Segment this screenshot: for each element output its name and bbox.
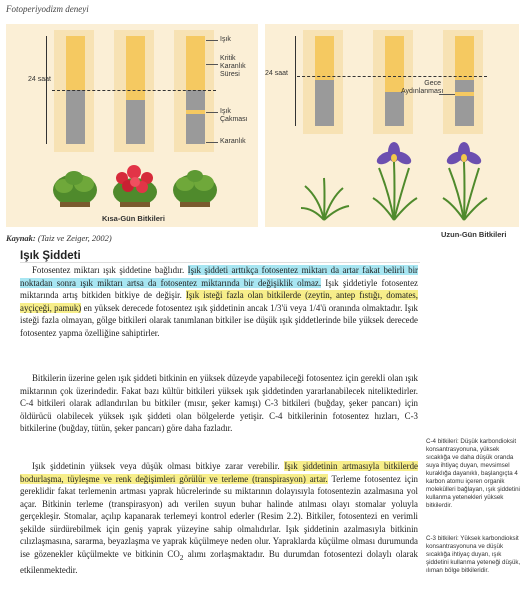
dark-segment (315, 80, 334, 126)
short-day-caption: Kısa-Gün Bitkileri (102, 214, 165, 223)
plant-illustration-3 (170, 156, 220, 208)
light-segment (186, 36, 205, 90)
critical-dark-line (52, 90, 216, 91)
long-day-caption: Uzun-Gün Bitkileri (441, 230, 507, 239)
light-segment (455, 36, 474, 80)
light-label: Işık (220, 36, 231, 43)
highlight: Işık isteği fazla olan bitkilerde (zeytin, antep fıstığı, domates, ayçiçeği, pamuk) (20, 290, 418, 313)
paragraph-3: Işık şiddetinin yüksek veya düşük olması bitkiye zarar verebilir. Işık şiddetinin artmasıyla bitkilerde bodurlaşma, tüyleşme ve renk değişimleri görülür ve terleme (transpirasyon) artar. Terleme fotosentez için gereklidir fakat terlemenin artması yaprak hücrelerinde su miktarının dolayısıyla fotosentezin azalmasına yol açar. Bitkinin terleme (transpirasyon) adı verilen suyun buhar halinde atılması olayı stomalar yoluyla gerçekleşir. Stomalar, açılıp kapanarak terlemeyi kontrol ederler (Resim 2.2). Bitkiler, fotosentezi en verimli şekilde sürdürebilmek için geniş yaprak yüzeyine sahip olmalıdırlar. Işık şiddetinin azalmasıyla bitkinin cılızlaşmasına, sararma, beyazlaşma ve yaprak küçülmeye neden olur. Yapraklarda küçülme olması durumunda ise gözenekler küçülmekte ve bitkinin $CO_2$ alımı zorlaşmaktadır. Bu durumdan fotosentezi dolaylı olarak etkilenmektedir. (20, 461, 418, 575)
label-leader (206, 112, 218, 113)
plant-illustration-2 (110, 156, 160, 208)
axis-label-24h: 24 saat (265, 70, 288, 77)
paragraph-1: Fotosentez miktarı ışık şiddetine bağlıdır. Işık şiddeti arttıkça fotosentez miktarı da artar fakat belirli bir noktadan sonra ışık miktarı artsa da fotosentez miktarında bir değişiklik olmaz. Işık şiddetiyle fotosentez miktarında artış bitkiden bitkiye de değişir. Işık isteği fazla olan bitkilerde (zeytin, antep fıstığı, domates, ayçiçeği, pamuk) en yüksek derecede fotosentez ışık şiddetinin ancak 1/3'ü veya 1/4'ü oranında olmaktadır. Işık isteği fazla olmayan, gölge bitkileri olarak tanımlanan bitkiler ise düşük ışık şiddetlerinde bile yüksek derecede fotosentez yapma özelliğine sahiptirler. (20, 265, 419, 338)
sidebar-note-c3: C-3 bitkileri: Yüksek karbondioksit konsantrasyonuna ve düşük sıcaklığa ihtiyaç duyan, ışık şiddetini kullanma yeteneği düşük, ılıman bölge bitkileridir. (426, 535, 521, 574)
light-segment (315, 36, 334, 80)
dark-segment (66, 90, 85, 144)
plant-illustration-1 (295, 138, 353, 222)
plant-illustration-3 (435, 138, 493, 222)
dark-segment (186, 90, 205, 110)
paragraph-2: Bitkilerin üzerine gelen ışık şiddeti bitkinin en yüksek düzeyde yapabileceği fotosentez için gerekli olan ışık miktarının çok üzerindedir. Fakat bazı kültür bitkileri yüksek ışık şiddetinden yararlanabilecek niteliktedirler. C-4 bitkileri olarak adlandırılan bu bitkiler (mısır, şeker kamışı) C-3 bitkileri (buğday, şeker pancarı) için öldürücü olabilecek yüksek ışık şiddeti olan bölgelerde yetişir. C-4 bitkilerinin fotosentez hızları, C-3 bitkilerine (buğday, tütün, şeker pancarı) göre daha fazladır. (20, 373, 418, 433)
plant-illustration-1 (50, 156, 100, 208)
plant-illustration-2 (365, 138, 423, 222)
dark-segment (455, 96, 474, 126)
flash-label: Işık Çakması (220, 108, 248, 123)
critical-dark-line (297, 76, 487, 77)
section-title: Işık Şiddeti (20, 250, 81, 262)
section-rule (20, 262, 420, 263)
dark-segment (126, 100, 145, 144)
axis-line (46, 36, 47, 144)
night-break-label: Gece Aydınlanması (401, 80, 444, 95)
label-leader (206, 64, 218, 65)
highlight: Işık şiddetinin artmasıyla bitkilerde bodurlaşma, tüyleşme ve renk değişimleri görülür ve terleme (transpirasyon) artar. (20, 461, 418, 484)
short-day-panel (6, 24, 258, 227)
long-day-panel (265, 24, 519, 239)
axis-label-24h: 24 saat (28, 76, 51, 83)
axis-line (295, 36, 296, 126)
light-segment (66, 36, 85, 90)
dark-label: Karanlık (220, 138, 246, 145)
critical-label: Kritik Karanlık Süresi (220, 55, 246, 78)
dark-segment (455, 80, 474, 92)
figure-title: Fotoperiyodizm deneyi (6, 4, 89, 14)
dark-segment (385, 92, 404, 126)
label-leader (206, 40, 218, 41)
dark-segment (186, 114, 205, 144)
sidebar-note-c4: C-4 bitkileri: Düşük karbondioksit konsantrasyonuna, yüksek sıcaklığa ve daha düşük oranda suya ihtiyaç duyan, mevsimsel kuraklığa dayanıklı, başlangıçta 4 karbon atomu içeren organik molekülleri bağlayan, ışık şiddetini kullanma yetenekleri yüksek bitkilerdir. (426, 438, 520, 509)
highlight: Işık şiddeti arttıkça fotosentez miktarı da artar fakat belirli bir noktadan sonra ışık miktarı artsa da fotosentez miktarında bir değişiklik olmaz. (20, 265, 418, 288)
figure-source: Kaynak: (Taiz ve Zeiger, 2002) (6, 233, 112, 243)
label-leader (206, 142, 218, 143)
